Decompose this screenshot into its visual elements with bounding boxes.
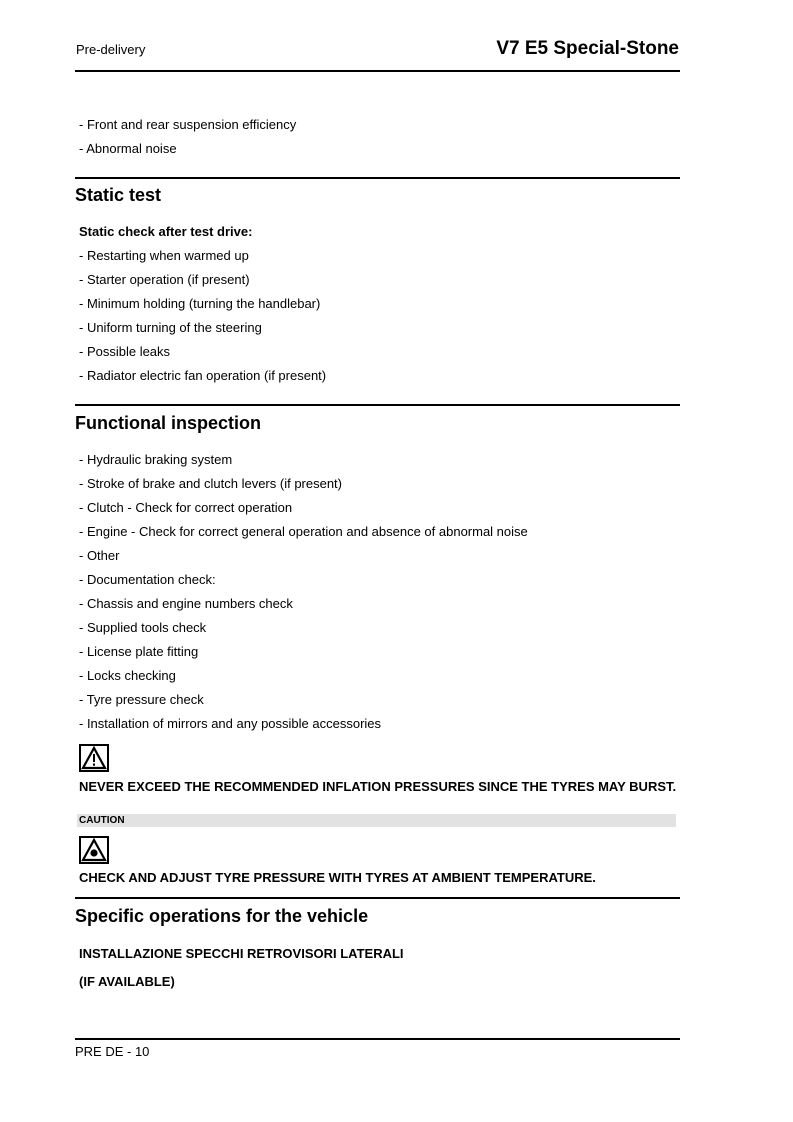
header-section-title: Pre-delivery <box>76 42 146 57</box>
header-model-title: V7 E5 Special-Stone <box>496 38 679 59</box>
list-item: - Front and rear suspension efficiency <box>79 117 297 132</box>
list-item: - Abnormal noise <box>79 141 177 156</box>
list-item: - Engine - Check for correct general operation and absence of abnormal noise <box>79 524 528 539</box>
functional-inspection-heading: Functional inspection <box>75 413 262 433</box>
page-number: PRE DE - 10 <box>75 1044 150 1059</box>
list-item: - Tyre pressure check <box>79 692 204 707</box>
section-divider <box>75 177 680 179</box>
static-test-heading: Static test <box>75 185 162 205</box>
list-item: - Stroke of brake and clutch levers (if present) <box>79 476 343 491</box>
section-divider <box>75 404 680 406</box>
section-divider <box>75 897 680 899</box>
list-item: - Documentation check: <box>79 572 216 587</box>
caution-text: CHECK AND ADJUST TYRE PRESSURE WITH TYRES AT AMBIENT TEMPERATURE. <box>79 870 596 885</box>
specific-operations-line: INSTALLAZIONE SPECCHI RETROVISORI LATERALI <box>79 946 404 961</box>
list-item: - Chassis and engine numbers check <box>79 596 293 611</box>
list-item: - Possible leaks <box>79 344 171 359</box>
caution-label: CAUTION <box>79 815 125 826</box>
caution-bar <box>77 814 676 827</box>
list-item: - Minimum holding (turning the handlebar) <box>79 296 321 311</box>
list-item: - Uniform turning of the steering <box>79 320 262 335</box>
list-item: - License plate fitting <box>79 644 199 659</box>
list-item: - Installation of mirrors and any possible accessories <box>79 716 382 731</box>
caution-triangle-icon <box>79 836 109 864</box>
intro-list <box>79 113 296 161</box>
static-test-subheading: Static check after test drive: <box>79 224 253 239</box>
specific-operations-heading: Specific operations for the vehicle <box>75 906 369 926</box>
functional-inspection-list <box>79 448 528 736</box>
header-divider <box>75 70 680 72</box>
list-item: - Supplied tools check <box>79 620 207 635</box>
list-item: - Radiator electric fan operation (if present) <box>79 368 327 383</box>
static-test-list <box>79 244 326 388</box>
specific-operations-note: (IF AVAILABLE) <box>79 974 175 989</box>
list-item: - Restarting when warmed up <box>79 248 249 263</box>
list-item: - Clutch - Check for correct operation <box>79 500 293 515</box>
list-item: - Other <box>79 548 120 563</box>
warning-text: NEVER EXCEED THE RECOMMENDED INFLATION PRESSURES SINCE THE TYRES MAY BURST. <box>79 779 677 794</box>
list-item: - Locks checking <box>79 668 176 683</box>
list-item: - Starter operation (if present) <box>79 272 250 287</box>
footer-divider <box>75 1038 680 1040</box>
list-item: - Hydraulic braking system <box>79 452 233 467</box>
warning-triangle-icon <box>79 744 109 772</box>
